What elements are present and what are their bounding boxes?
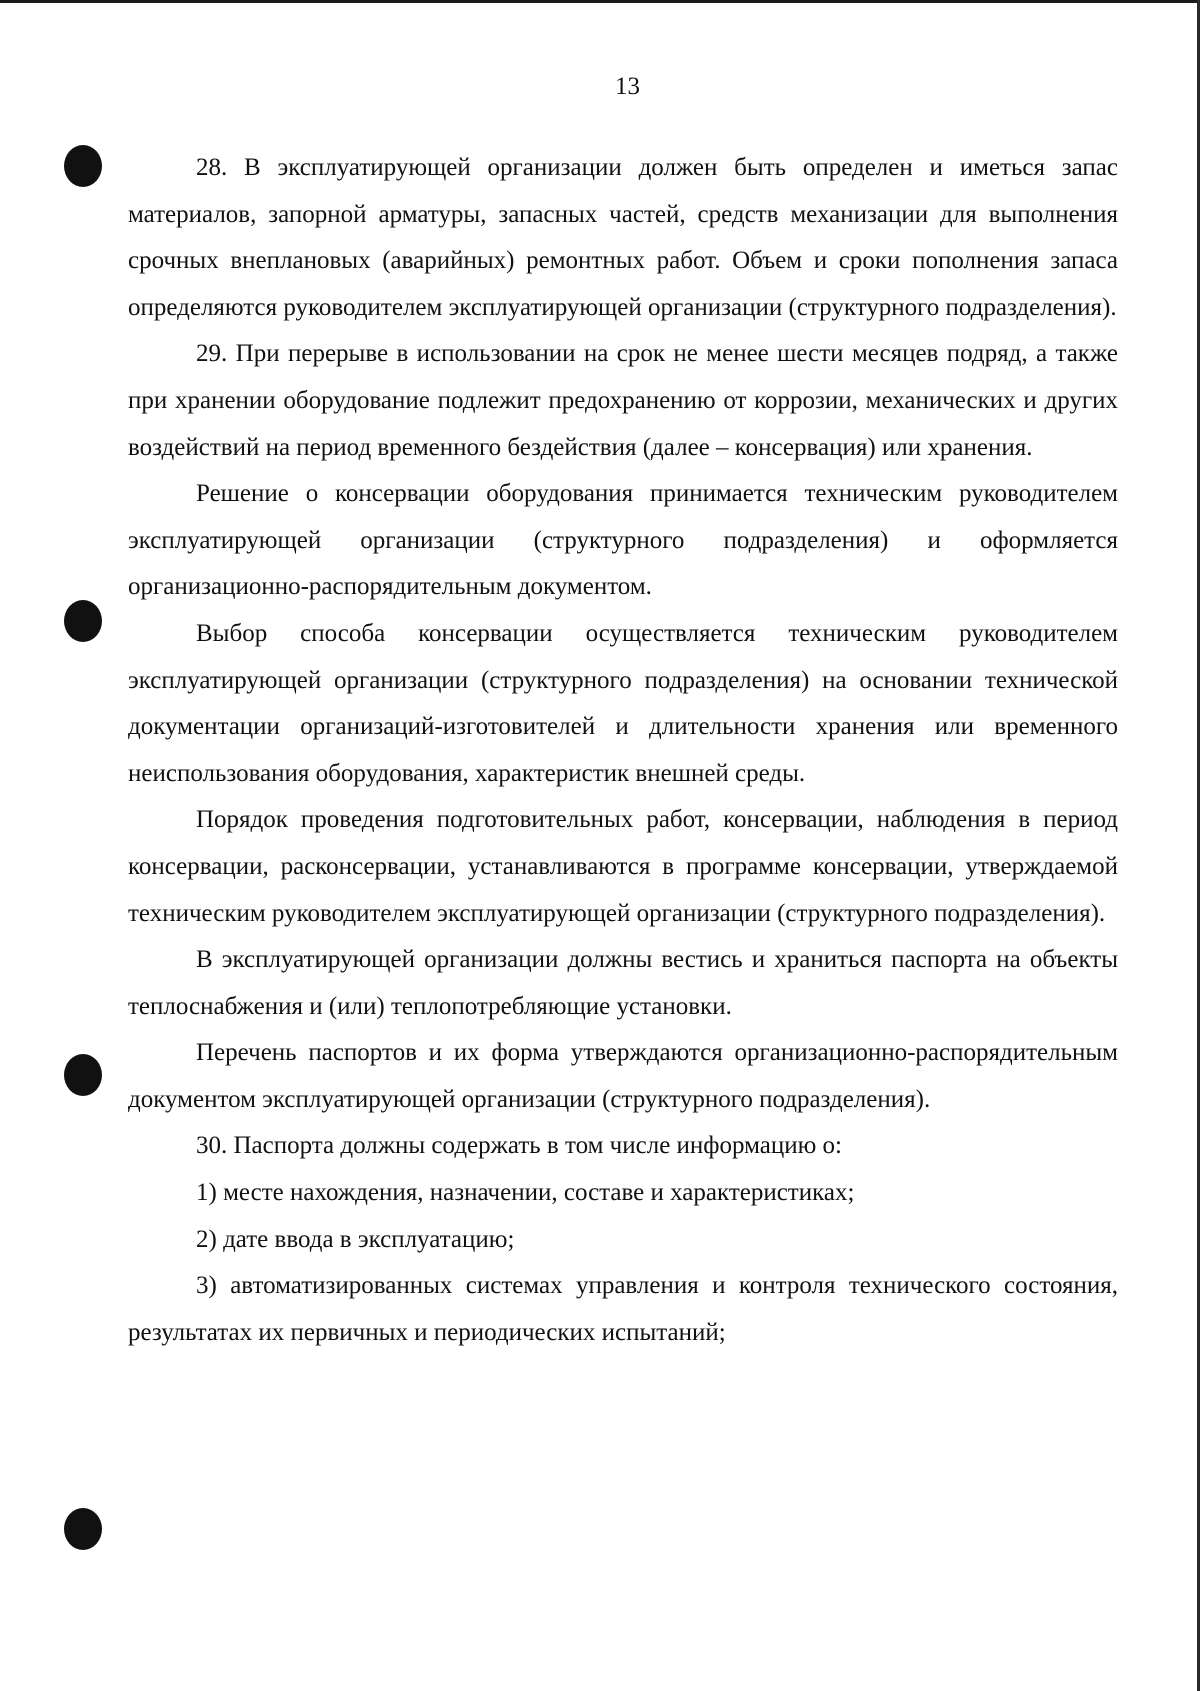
scan-border-top xyxy=(0,0,1200,3)
punch-hole xyxy=(64,145,102,187)
paragraph-29: 29. При перерыве в использовании на срок не менее шести месяцев подряд, а также при хранении оборудование подлежит предохранению от коррозии, механических и других воздействий на период временного бездействия (далее – консервация) или хранения. xyxy=(128,340,1118,461)
page-number: 13 xyxy=(615,73,640,100)
paragraph-passports: В эксплуатирующей организации должны вестись и храниться паспорта на объекты теплоснабжения и (или) теплопотребляющие установки. xyxy=(128,946,1118,1020)
paragraph-conservation-procedure: Порядок проведения подготовительных работ, консервации, наблюдения в период консервации, расконсервации, устанавливаются в программе консервации, утверждаемой техническим руководителем эксплуатирующей организации (структурного подразделения). xyxy=(128,806,1118,927)
paragraph-conservation-method: Выбор способа консервации осуществляется техническим руководителем эксплуатирующей организации (структурного подразделения) на основании технической документации организаций-изготовителей и длительности хранения или временного неиспользования оборудования, характеристик внешней среды. xyxy=(128,619,1118,787)
paragraph-30: 30. Паспорта должны содержать в том числе информацию о: xyxy=(196,1132,842,1160)
punch-hole xyxy=(64,600,102,642)
document-body xyxy=(128,145,1118,1356)
punch-hole xyxy=(64,1054,102,1096)
list-item-3: 3) автоматизированных системах управления и контроля технического состояния, результатах их первичных и периодических испытаний; xyxy=(128,1272,1118,1346)
punch-hole xyxy=(64,1508,102,1550)
paragraph-conservation-decision: Решение о консервации оборудования принимается техническим руководителем эксплуатирующей организации (структурного подразделения) и оформляется организационно-распорядительным документом. xyxy=(128,480,1118,601)
paragraph-28: 28. В эксплуатирующей организации должен быть определен и иметься запас материалов, запорной арматуры, запасных частей, средств механизации для выполнения срочных внеплановых (аварийных) ремонтных работ. Объем и сроки пополнения запаса определяются руководителем эксплуатирующей организации (структурного подразделения). xyxy=(128,154,1118,321)
list-item-1: 1) месте нахождения, назначении, составе и характеристиках; xyxy=(196,1179,855,1207)
list-item-2: 2) дате ввода в эксплуатацию; xyxy=(196,1225,515,1253)
paragraph-passport-list: Перечень паспортов и их форма утверждаются организационно-распорядительным документом эксплуатирующей организации (структурного подразделения). xyxy=(128,1039,1118,1113)
